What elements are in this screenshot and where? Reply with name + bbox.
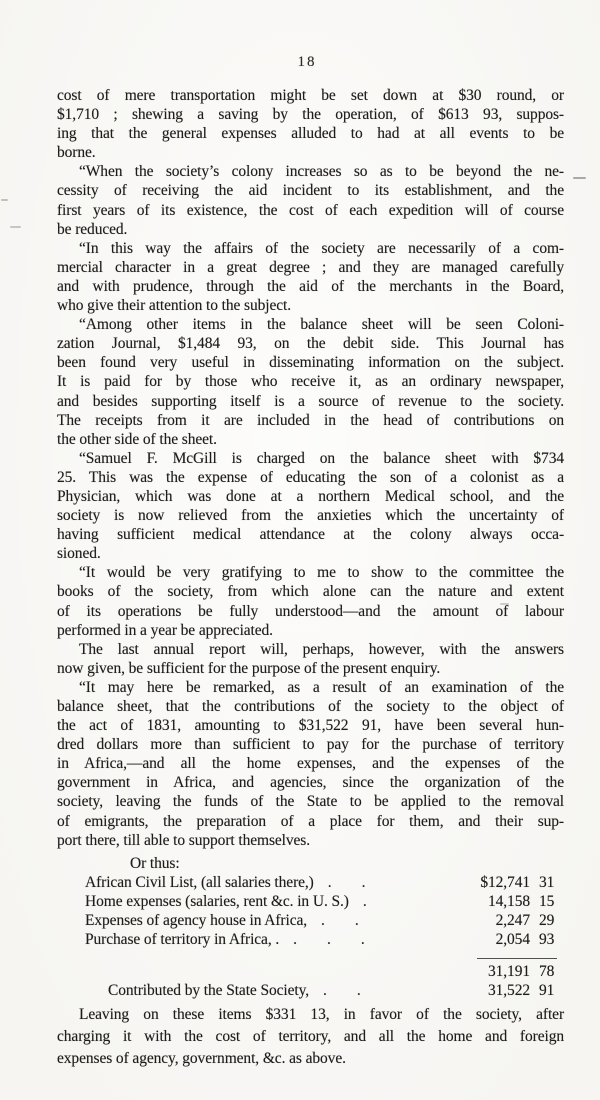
text-line: be reduced.: [57, 220, 128, 238]
text-line: “In this way the affairs of the society are necessarily of a com-: [79, 239, 564, 257]
text-line: Leaving on these items $331 13, in favor of the society, after: [79, 1006, 564, 1024]
text-line: having sufficient medical attendance at the colony always occa-: [57, 526, 564, 544]
text-line: ing that the general expenses alluded to had at all events to be: [57, 125, 564, 143]
text-line: The receipts from it are included in the head of contributions on: [57, 411, 564, 429]
text-line: of emigrants, the preparation of a place for them, and their sup-: [57, 812, 564, 830]
sum-rule: [477, 958, 557, 959]
closing-paragraph: [57, 1004, 564, 1069]
amount-cents: 31: [539, 873, 555, 891]
text-line: mercial character in a great degree ; and they are managed carefully: [57, 258, 564, 276]
account-row-total: [57, 962, 564, 981]
text-line: “It would be very gratifying to me to show to the committee the: [79, 564, 564, 582]
text-line: and with prudence, through the aid of the merchants in the Board,: [57, 277, 564, 295]
text-line: $1,710 ; shewing a saving by the operation, of $613 93, suppos-: [57, 106, 564, 124]
amount-cents: 93: [539, 931, 555, 949]
text-line: society, leaving the funds of the State to be applied to the removal: [57, 793, 564, 811]
text-line: “Samuel F. McGill is charged on the balance sheet with $734: [79, 449, 564, 467]
amount-cents: 15: [539, 892, 555, 910]
text-line: charging it with the cost of territory, and all the home and foreign: [57, 1028, 564, 1045]
scan-artifact: [573, 177, 586, 179]
text-line: It is paid for by those who receive it, as an ordinary newspaper,: [57, 373, 564, 391]
scan-artifact: [1, 199, 8, 201]
leader-dots: ...: [293, 931, 395, 949]
text-line: dred dollars more than sufficient to pay for the purchase of territory: [57, 736, 564, 754]
paragraph-1: [57, 86, 564, 162]
text-line: and besides supporting itself is a source of revenue to the society.: [57, 392, 564, 410]
amount-cents: 29: [539, 912, 555, 930]
text-line: books of the society, from which alone can the nature and extent: [57, 583, 564, 601]
paragraph-8: [57, 678, 564, 850]
text-line: “It may here be remarked, as a result of an examination of the: [79, 678, 564, 696]
amount-dollars: 14,158: [487, 892, 530, 910]
text-line: The last annual report will, perhaps, however, with the answers: [79, 640, 564, 658]
text-line: cessity of receiving the aid incident to its establishment, and the: [57, 182, 564, 200]
account-row-label: Purchase of territory in Africa, .: [85, 931, 280, 949]
amount-dollars: $12,741: [480, 873, 530, 891]
text-line: cost of mere transportation might be set down at $30 round, or: [57, 87, 564, 104]
or-thus-label: Or thus:: [130, 854, 180, 872]
paragraph-6: [57, 563, 564, 639]
paragraph-3: [57, 239, 564, 315]
text-line: port there, till able to support themselves.: [57, 831, 311, 849]
text-line: zation Journal, $1,484 93, on the debit side. This Journal has: [57, 335, 564, 353]
account-row-contributed: [57, 981, 564, 1000]
amount-dollars: 2,247: [495, 912, 530, 930]
text-line: expenses of agency, government, &c. as above.: [57, 1049, 346, 1067]
text-line: in Africa,—and all the home expenses, and the expenses of the: [57, 755, 564, 773]
account-row-african-civil-list: [57, 873, 564, 892]
account-table: [57, 873, 564, 1001]
page-number: 18: [297, 54, 317, 70]
leader-dots: .: [362, 892, 397, 910]
text-line: sioned.: [57, 545, 101, 563]
account-row-label: Expenses of agency house in Africa,: [85, 912, 308, 930]
text-line: Physician, which was done at a northern Medical school, and the: [57, 487, 564, 505]
account-row-label: African Civil List, (all salaries there,): [85, 873, 314, 891]
text-line: the act of 1831, amounting to $31,522 91, have been several hun-: [57, 717, 564, 735]
text-line: government in Africa, and agencies, since the organization of the: [57, 774, 564, 792]
paragraph-7: [57, 640, 564, 678]
text-line: who give their attention to the subject.: [57, 297, 292, 315]
text-line: balance sheet, that the contributions of the society to the object of: [57, 698, 564, 715]
amount-cents: 78: [539, 963, 555, 981]
text-line: borne.: [57, 144, 96, 162]
text-line: “Among other items in the balance sheet will be seen Coloni-: [79, 316, 564, 334]
amount-cents: 91: [539, 982, 555, 1000]
paragraph-4: [57, 315, 564, 449]
account-row-label: Contributed by the State Society,: [108, 982, 310, 1000]
scan-artifact: [10, 226, 21, 228]
text-line: first years of its existence, the cost of each expedition will of course: [57, 201, 564, 219]
text-line: performed in a year be appreciated.: [57, 621, 273, 639]
leader-dots: ..: [323, 982, 391, 1000]
text-line: “When the society’s colony increases so as to be beyond the ne-: [79, 163, 564, 181]
scan-artifact: [500, 603, 509, 605]
text-line: been found very useful in disseminating information on the subject.: [57, 354, 564, 372]
account-row-agency-house: [57, 911, 564, 930]
amount-dollars: 31,191: [487, 963, 530, 981]
text-line: now given, be sufficient for the purpose of the present enquiry.: [57, 659, 441, 677]
text-line: 25. This was the expense of educating the son of a colonist as a: [57, 468, 564, 486]
text-line: the other side of the sheet.: [57, 430, 217, 448]
leader-dots: ..: [321, 912, 389, 930]
account-row-label: Home expenses (salaries, rent &c. in U. S.): [85, 892, 349, 910]
leader-dots: ..: [327, 873, 396, 891]
paragraph-2: [57, 162, 564, 238]
account-row-home-expenses: [57, 892, 564, 911]
text-line: society is now relieved from the anxieties which the uncertainty of: [57, 507, 564, 525]
account-row-territory-purchase: [57, 930, 564, 949]
text-line: of its operations be fully understood—and the amount of labour: [57, 602, 564, 620]
amount-dollars: 2,054: [495, 931, 530, 949]
paragraph-5: [57, 449, 564, 564]
text-block: [57, 86, 564, 1069]
amount-dollars: 31,522: [487, 982, 530, 1000]
